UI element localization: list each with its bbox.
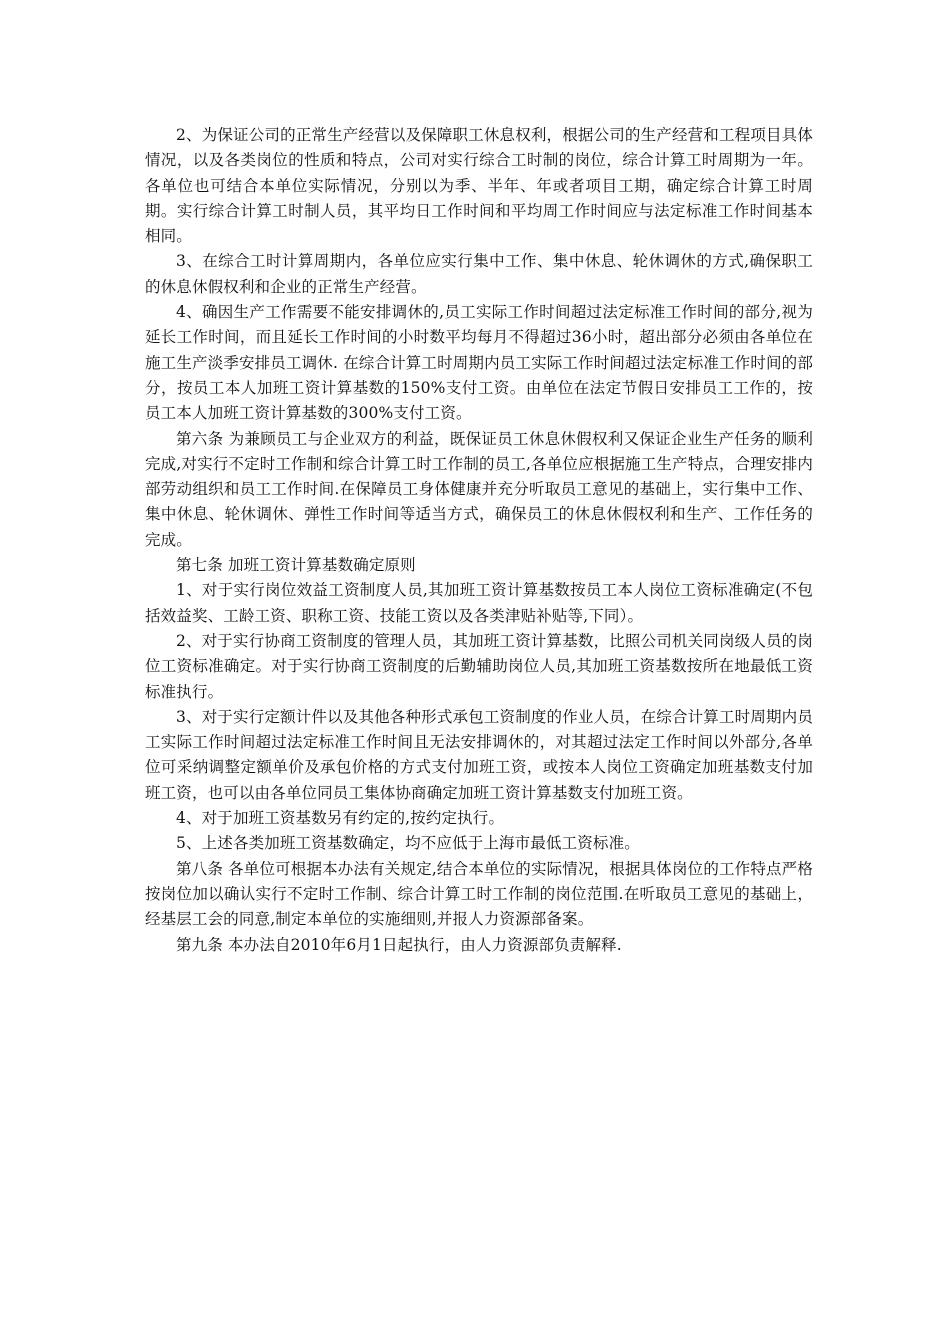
paragraph-clause-5-item-2: 2、为保证公司的正常生产经营以及保障职工休息权利，根据公司的生产经营和工程项目具体情况，以及各类岗位的性质和特点，公司对实行综合工时制的岗位，综合计算工时周期为一年。各单位也可结合本单位实际情况，分别以为季、半年、年或者项目工期，确定综合计算工时周期。实行综合计算工时制人员，其平均日工作时间和平均周工作时间应与法定标准工作时间基本相同。 — [145, 126, 813, 246]
paragraph-article-7-item-3: 3、对于实行定额计件以及其他各种形式承包工资制度的作业人员，在综合计算工时周期内员工实际工作时间超过法定标准工作时间且无法安排调休的，对其超过法定工作时间以外部分,各单位可采纳调整定额单价及承包价格的方式支付加班工资，或按本人岗位工资确定加班基数支付加班工资，也可以由各单位同员工集体协商确定加班工资计算基数支付加班工资。 — [145, 707, 813, 802]
paragraph-article-7-item-2: 2、对于实行协商工资制度的管理人员，其加班工资计算基数，比照公司机关同岗级人员的岗位工资标准确定。对于实行协商工资制度的后勤辅助岗位人员,其加班工资基数按所在地最低工资标准执行。 — [145, 631, 813, 701]
paragraph-article-9: 第九条 本办法自2010年6月1日起执行，由人力资源部负责解释. — [176, 935, 622, 954]
paragraph-article-7-item-1: 1、对于实行岗位效益工资制度人员,其加班工资计算基数按员工本人岗位工资标准确定(不包括效益奖、工龄工资、职称工资、技能工资以及各类津贴补贴等,下同）。 — [145, 581, 813, 625]
paragraph-article-8: 第八条 各单位可根据本办法有关规定,结合本单位的实际情况，根据具体岗位的工作特点严格按岗位加以确认实行不定时工作制、综合计算工时工作制的岗位范围.在听取员工意见的基础上，经基层工会的同意,制定本单位的实施细则,并报人力资源部备案。 — [145, 859, 813, 929]
paragraph-clause-5-item-3: 3、在综合工时计算周期内，各单位应实行集中工作、集中休息、轮休调休的方式,确保职工的休息休假权利和企业的正常生产经营。 — [145, 252, 813, 296]
paragraph-article-7-item-4: 4、对于加班工资基数另有约定的,按约定执行。 — [176, 809, 505, 828]
paragraph-article-7-heading: 第七条 加班工资计算基数确定原则 — [176, 556, 416, 575]
document-body — [145, 123, 813, 958]
paragraph-article-7-item-5: 5、上述各类加班工资基数确定，均不应低于上海市最低工资标准。 — [176, 834, 640, 853]
paragraph-article-6: 第六条 为兼顾员工与企业双方的利益，既保证员工休息休假权利又保证企业生产任务的顺利完成,对实行不定时工作制和综合计算工时工作制的员工,各单位应根据施工生产特点，合理安排内部劳动组织和员工工作时间.在保障员工身体健康并充分听取员工意见的基础上，实行集中工作、集中休息、轮休调休、弹性工作时间等适当方式，确保员工的休息休假权利和生产、工作任务的完成。 — [145, 429, 813, 549]
paragraph-clause-5-item-4: 4、确因生产工作需要不能安排调休的,员工实际工作时间超过法定标准工作时间的部分,视为延长工作时间，而且延长工作时间的小时数平均每月不得超过36小时，超出部分必须由各单位在施工生产淡季安排员工调休. 在综合计算工时周期内员工实际工作时间超过法定标准工作时间的部分，按员工本人加班工资计算基数的150%支付工资。由单位在法定节假日安排员工工作的，按员工本人加班工资计算基数的300%支付工资。 — [145, 303, 813, 423]
